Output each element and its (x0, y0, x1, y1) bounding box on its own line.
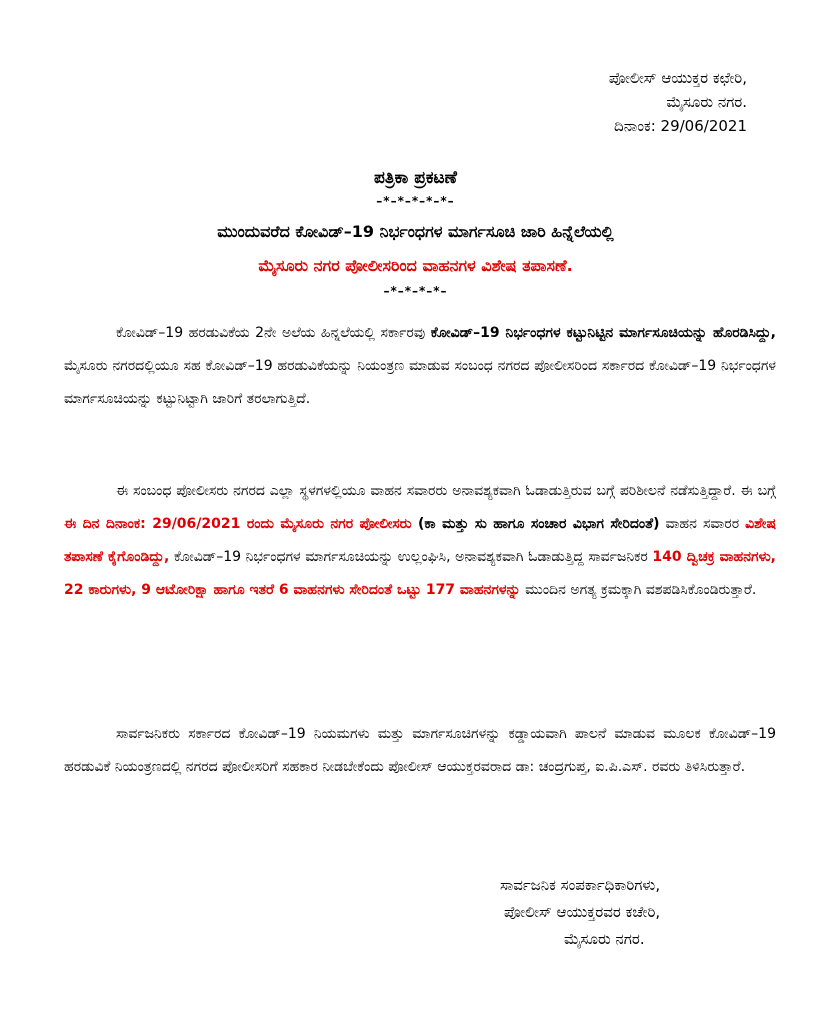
p1-bold-1: ಕೋವಿಡ್–19 ನಿರ್ಭಂಧಗಳ ಕಟ್ಟುನಿಟ್ಟಿನ ಮಾರ್ಗಸೂಚಿಯನ್ನು ಹೊರಡಿಸಿದ್ದು, (430, 325, 776, 341)
p1-text-2: ಮೈಸೂರು ನಗರದಲ್ಲಿಯೂ ಸಹ ಕೋವಿಡ್–19 ಹರಡುವಿಕೆಯನ್ನು ನಿಯಂತ್ರಣ ಮಾಡುವ ಸಂಬಂಧ ನಗರದ ಪೋಲೀಸರಿಂದ ಸರ್ಕಾರದ ಕೋವಿಡ್–19 ನಿರ್ಭಂಧಗಳ ಮಾರ್ಗಸೂಚಿಯನ್ನು ಕಟ್ಟುನಿಟ್ಟಾಗಿ ಜಾರಿಗೆ ತರಲಾಗುತ್ತಿದೆ. (64, 358, 776, 407)
p2-red-2: ವಿಶೇಷ ತಪಾಸಣೆ ಕೈಗೊಂಡಿದ್ದು, (64, 516, 776, 565)
p2-red-3: 140 ದ್ವಿಚಕ್ರ ವಾಹನಗಳು, 22 ಕಾರುಗಳು, 9 ಆಟೋರಿಕ್ಷಾ ಹಾಗೂ ಇತರೆ 6 ವಾಹನಗಳು ಸೇರಿದಂತೆ ಒಟ್ಟು 177 ವಾಹನಗಳನ್ನು (64, 549, 776, 598)
p2-bold-1: (ಕಾ ಮತ್ತು ಸು ಹಾಗೂ ಸಂಚಾರ ವಿಭಾಗ ಸೇರಿದಂತೆ) (411, 516, 660, 532)
p2-text-3: ಕೋವಿಡ್–19 ನಿರ್ಭಂಧಗಳ ಮಾರ್ಗಸೂಚಿಯನ್ನು ಉಲ್ಲಂಘಿಸಿ, ಅನಾವಶ್ಯಕವಾಗಿ ಓಡಾಡುತ್ತಿದ್ದ ಸಾರ್ವಜನಿಕರ (169, 549, 653, 565)
signature-designation: ಸಾರ್ವಜನಿಕ ಸಂಪರ್ಕಾಧಿಕಾರಿಗಳು, (500, 876, 661, 894)
office-name: ಪೋಲೀಸ್ ಆಯುಕ್ತರ ಕಛೇರಿ, (608, 69, 747, 87)
p2-red-1: ಈ ದಿನ ದಿನಾಂಕ: 29/06/2021 ರಂದು ಮೈಸೂರು ನಗರ ಪೋಲೀಸರು (64, 516, 412, 532)
title-separator: –*–*–*–*–*– (376, 194, 455, 208)
paragraph-3 (64, 718, 776, 784)
headline-line-1: ಮುಂದುವರೆದ ಕೋವಿಡ್–19 ನಿರ್ಭಂಧಗಳ ಮಾರ್ಗಸೂಚಿ ಜಾರಿ ಹಿನ್ನೆಲೆಯಲ್ಲಿ (217, 222, 614, 241)
p2-text-4: ಮುಂದಿನ ಅಗತ್ಯ ಕ್ರಮಕ್ಕಾಗಿ ವಶಪಡಿಸಿಕೊಂಡಿರುತ್ತಾರೆ. (520, 582, 757, 598)
p1-text-1: ಕೋವಿಡ್–19 ಹರಡುವಿಕೆಯ 2ನೇ ಅಲೆಯ ಹಿನ್ನಲೆಯಲ್ಲಿ ಸರ್ಕಾರವು (116, 325, 431, 341)
signature-block (500, 872, 660, 953)
paragraph-1 (64, 317, 776, 416)
p3-text-1: ಸಾರ್ವಜನಿಕರು ಸರ್ಕಾರದ ಕೋವಿಡ್–19 ನಿಯಮಗಳು ಮತ್ತು ಮಾರ್ಗಸೂಚಿಗಳನ್ನು ಕಡ್ಡಾಯವಾಗಿ ಪಾಲನೆ ಮಾಡುವ ಮೂಲಕ ಕೋವಿಡ್–19 ಹರಡುವಿಕೆ ನಿಯಂತ್ರಣದಲ್ಲಿ ನಗರದ ಪೋಲೀಸರಿಗೆ ಸಹಕಾರ ನೀಡಬೇಕೆಂದು ಪೋಲೀಸ್ ಆಯುಕ್ತರವರಾದ ಡಾ: ಚಂದ್ರಗುಪ್ತ, ಐ.ಪಿ.ಎಸ್. ರವರು ತಿಳಿಸಿರುತ್ತಾರೆ. (64, 726, 776, 775)
headline-line-2: ಮೈಸೂರು ನಗರ ಪೋಲೀಸರಿಂದ ವಾಹನಗಳ ವಿಶೇಷ ತಪಾಸಣೆ. (258, 256, 573, 275)
p2-text-1: ಈ ಸಂಬಂಧ ಪೋಲೀಸರು ನಗರದ ಎಲ್ಲಾ ಸ್ಥಳಗಳಲ್ಲಿಯೂ ವಾಹನ ಸವಾರರು ಅನಾವಶ್ಯಕವಾಗಿ ಓಡಾಡುತ್ತಿರುವ ಬಗ್ಗೆ ಪರಿಶೀಲನೆ ನಡೆಸುತ್ತಿದ್ದಾರೆ. ಈ ಬಗ್ಗೆ (116, 483, 776, 499)
office-city: ಮೈಸೂರು ನಗರ. (666, 93, 747, 111)
office-address-block (609, 66, 747, 138)
paragraph-2 (64, 475, 776, 607)
signature-city: ಮೈಸೂರು ನಗರ. (564, 930, 645, 948)
page-title: ಪತ್ರಿಕಾ ಪ್ರಕಟಣೆ (374, 168, 457, 188)
p2-text-2: ವಾಹನ ಸವಾರರ (659, 516, 746, 532)
headline-separator: –*–*–*–*– (383, 284, 448, 298)
release-date: ದಿನಾಂಕ: 29/06/2021 (614, 117, 747, 135)
signature-office: ಪೋಲೀಸ್ ಆಯುಕ್ತರವರ ಕಚೇರಿ, (504, 903, 661, 921)
